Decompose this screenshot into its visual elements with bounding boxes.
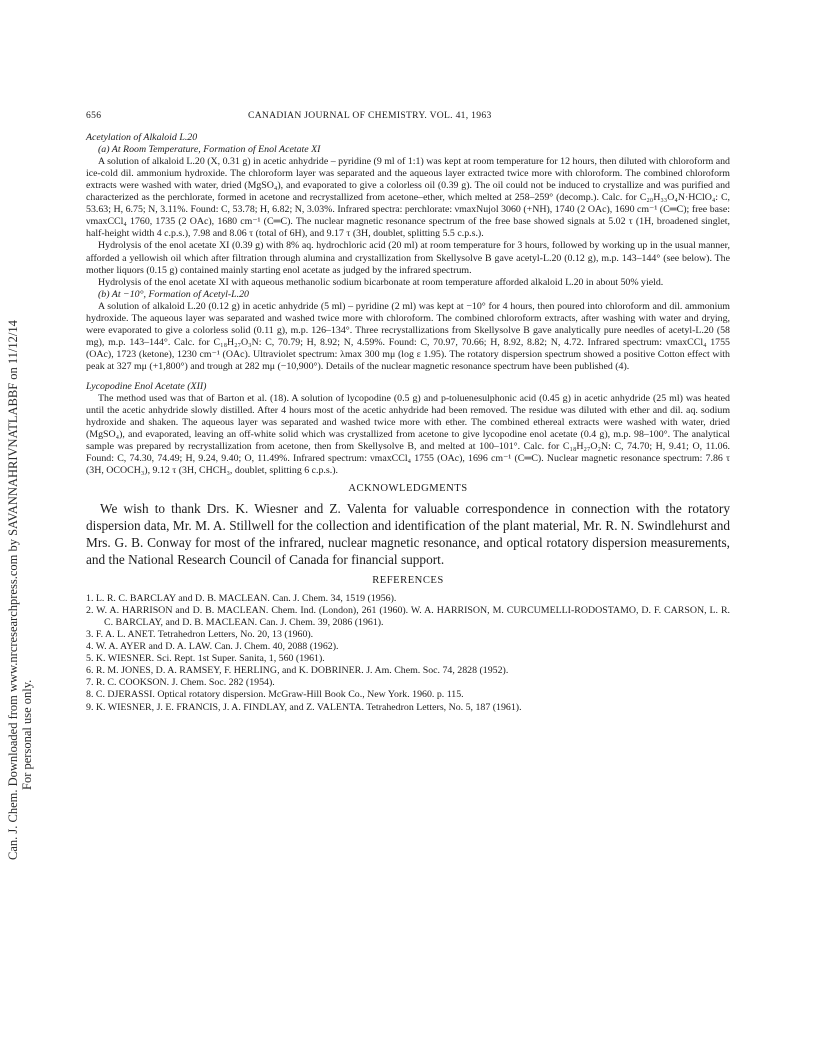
running-header [86,110,730,122]
subheading-a: (a) At Room Temperature, Formation of Enol Acetate XI [98,144,321,156]
side-margin [0,0,40,1056]
paragraph-a1: A solution of alkaloid L.20 (X, 0.31 g) in acetic anhydride – pyridine (9 ml of 1:1) was kept at room temperature for 12 hours, then diluted with chloroform and ice-cold dil. ammonium hydroxide. The chloroform layer was separated and the aqueous layer extracted twice more with chloroform. The combined chloroform extracts were washed with water, dried (MgSO₄), and evaporated to give a colorless oil (0.39 g). The oil could not be induced to crystallize and was purified and characterized as the perchlorate, formed in acetone and recrystallized from acetone–ether, which melted at 258–259° (decomp.). Calc. for C₂₀H₃₃O₄N·HClO₄: C, 53.63; H, 6.75; N, 3.11%. Found: C, 53.78; H, 6.82; N, 3.03%. Infrared spectra: perchlorate: νmaxNujol 3060 (+NH), 1740 (2 OAc), 1690 cm⁻¹ (C═C); free base: νmaxCCl₄ 1760, 1735 (2 OAc), 1680 cm⁻¹ (C═C). The nuclear magnetic resonance spectrum of the free base showed signals at 5.02 τ (1H, broadened singlet, half-height width 4 c.p.s.), 7.98 and 8.06 τ (total of 6H), and 9.17 τ (3H, doublet, splitting 5.5 c.p.s.). [86,156,730,240]
reference-item: 7. R. C. COOKSON. J. Chem. Soc. 282 (1954). [86,677,275,689]
reference-item: 4. W. A. AYER and D. A. LAW. Can. J. Chem. 40, 2088 (1962). [86,641,339,653]
references-list [86,593,730,713]
subheading-b: (b) At −10°, Formation of Acetyl-L.20 [98,288,249,300]
reference-item: 2. W. A. HARRISON and D. B. MACLEAN. Chem. Ind. (London), 261 (1960). W. A. HARRISON, M. CURCUMELLI-RODOSTAMO, D. F. CARSON, L. R. C. BARCLAY, and D. B. MACLEAN. Can. J. Chem. 39, 2086 (1961). [86,605,730,629]
reference-item: 9. K. WIESNER, J. E. FRANCIS, J. A. FINDLAY, and Z. VALENTA. Tetrahedron Letters, No. 5, 187 (1961). [86,701,522,713]
journal-page [86,110,730,714]
acetylation-heading: Acetylation of Alkaloid L.20 [86,132,198,144]
page-number: 656 [86,110,102,121]
reference-item: 6. R. M. JONES, D. A. RAMSEY, F. HERLING, and K. DOBRINER. J. Am. Chem. Soc. 74, 2828 (1952). [86,665,509,677]
references-title: REFERENCES [372,575,444,587]
paragraph-b1: A solution of alkaloid L.20 (0.12 g) in acetic anhydride (5 ml) – pyridine (2 ml) was kept at −10° for 4 hours, then poured into chloroform and dil. ammonium hydroxide. The aqueous layer was separated and washed twice more with chloroform. The combined chloroform extracts, after washing with water and drying, were evaporated to give a colorless solid (0.11 g), m.p. 126–134°. Three recrystallizations from Skellysolve B gave analytically pure needles of acetyl-L.20 (58 mg), m.p. 143–144°. Calc. for C₁₈H₂₇O₃N: C, 70.79; H, 8.92; N, 4.59%. Found: C, 70.97, 70.66; H, 8.92, 8.82; N, 4.72. Infrared spectrum: νmaxCCl₄ 1755 (OAc), 1723 (ketone), 1230 cm⁻¹ (OAc). Ultraviolet spectrum: λmax 300 mμ (log ε 1.95). The rotatory dispersion spectrum showed a positive Cotton effect with peak at 327 mμ (+1,800°) and trough at 282 mμ (−10,900°). Details of the nuclear magnetic resonance spectrum have been published (4). [86,300,730,372]
paragraph-a3: Hydrolysis of the enol acetate XI with aqueous methanolic sodium bicarbonate at room temperature afforded alkaloid L.20 in about 50% yield. [98,276,664,288]
reference-item: 8. C. DJERASSI. Optical rotatory dispersion. McGraw-Hill Book Co., New York. 1960. p. 115. [86,689,464,701]
personal-use-notice: For personal use only. [20,679,34,790]
download-notice: Can. J. Chem. Downloaded from www.nrcresearchpress.com by SAVANNAHRIVNATLABBF on 11/12/14 [6,320,20,860]
acknowledgments-text: We wish to thank Drs. K. Wiesner and Z. Valenta for valuable correspondence in connection with the rotatory dispersion data, Mr. M. A. Stillwell for the collection and identification of the plant material, Mr. R. N. Swindlehurst and Mrs. G. B. Conway for most of the infrared, nuclear magnetic resonance, and optical rotatory dispersion measurements, and the National Research Council of Canada for financial support. [86,501,730,568]
lycopodine-heading: Lycopodine Enol Acetate (XII) [86,380,207,392]
reference-item: 3. F. A. L. ANET. Tetrahedron Letters, No. 20, 13 (1960). [86,629,314,641]
paragraph-c1: The method used was that of Barton et al. (18). A solution of lycopodine (0.5 g) and p-toluenesulphonic acid (0.45 g) in acetic anhydride (25 ml) was heated until the acetic anhydride slowly distilled. After 4 hours most of the acetic anhydride had been removed. The residue was diluted with ether and dil. aq. sodium hydroxide and shaken. The aqueous layer was separated and washed twice more with ether. The combined ethereal extracts were washed with water, dried (MgSO₄), and evaporated, leaving an off-white solid which was crystallized from acetone to give lycopodine enol acetate (0.4 g), m.p. 98–100°. The analytical sample was prepared by recrystallization from acetone, then from Skellysolve B, and melted at 100–101°. Calc. for C₁₈H₂₇O₂N: C, 74.70; H, 9.41; O, 11.06. Found: C, 74.30, 74.49; H, 9.24, 9.40; O, 11.49%. Infrared spectrum: νmaxCCl₄ 1755 (OAc), 1696 cm⁻¹ (C═C). Nuclear magnetic resonance spectrum: 7.86 τ (3H, OCOCH₃), 9.12 τ (3H, CHCH₃, doublet, splitting 6 c.p.s.). [86,393,730,477]
reference-item: 1. L. R. C. BARCLAY and D. B. MACLEAN. Can. J. Chem. 34, 1519 (1956). [86,593,397,605]
acknowledgments-title: ACKNOWLEDGMENTS [348,483,468,495]
journal-title: CANADIAN JOURNAL OF CHEMISTRY. VOL. 41, 1963 [248,110,492,121]
reference-item: 5. K. WIESNER. Sci. Rept. 1st Super. Sanita, 1, 560 (1961). [86,653,325,665]
paragraph-a2: Hydrolysis of the enol acetate XI (0.39 g) with 8% aq. hydrochloric acid (20 ml) at room temperature for 3 hours, followed by working up in the usual manner, afforded a yellowish oil which after filtration through alumina and crystallization from Skellysolve B gave acetyl-L.20 (0.12 g), m.p. 143–144° (see below). The mother liquors (0.15 g) contained mainly starting enol acetate as judged by the infrared spectrum. [86,240,730,276]
